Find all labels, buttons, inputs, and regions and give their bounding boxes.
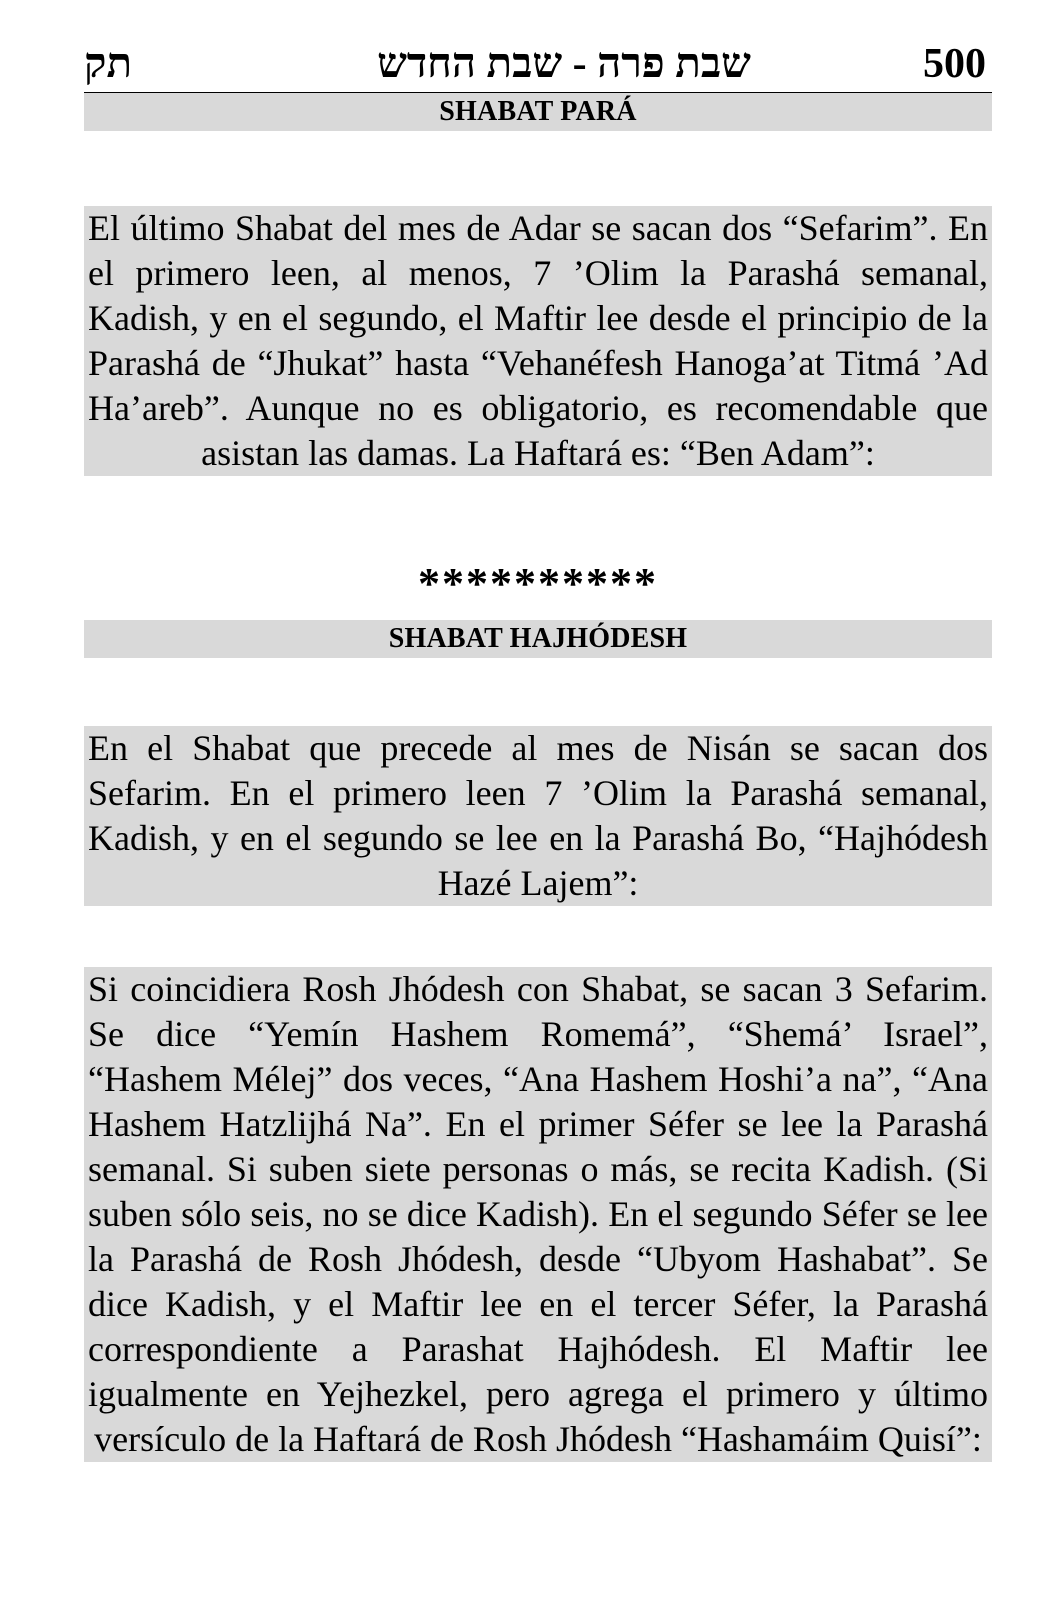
hebrew-page-number: תק bbox=[84, 41, 133, 87]
paragraph-shabat-para: El último Shabat del mes de Adar se sacan dos “Sefarim”. En el primero leen, al menos, 7 ’Olim la Parashá semanal, Kadish, y en el segundo, el Maftir lee desde el principio de la Parashá de “Jhukat” hasta “Vehanéfesh Hanoga’at Titmá ’Ad Ha’areb”. Aunque no es obligatorio, es recomendable que asistan las damas. La Haftará es: “Ben Adam”: bbox=[84, 206, 992, 476]
section-separator: ********** bbox=[418, 559, 658, 608]
page-header bbox=[84, 38, 992, 90]
paragraph-rosh-jhodesh: Si coincidiera Rosh Jhódesh con Shabat, se sacan 3 Sefarim. Se dice “Yemín Hashem Romemá”, “Shemá’ Israel”, “Hashem Mélej” dos veces, “Ana Hashem Hoshi’a na”, “Ana Hashem Hatzlijhá Na”. En el primer Séfer se lee la Parashá semanal. Si suben siete personas o más, se recita Kadish. (Si suben sólo seis, no se dice Kadish). En el segundo Séfer se lee la Parashá de Rosh Jhódesh, desde “Ubyom Hashabat”. Se dice Kadish, y el Maftir lee en el tercer Séfer, la Parashá correspondiente a Parashat Hajhódesh. El Maftir lee igualmente en Yejhezkel, pero agrega el primero y último versículo de la Haftará de Rosh Jhódesh “Hashamáim Quisí”: bbox=[84, 967, 992, 1462]
page-title-hebrew: שבת פרה - שבת החדש bbox=[377, 41, 751, 87]
paragraph-hajhodesh-intro: En el Shabat que precede al mes de Nisán se sacan dos Sefarim. En el primero leen 7 ’Olim la Parashá semanal, Kadish, y en el segundo se lee en la Parashá Bo, “Hajhódesh Hazé Lajem”: bbox=[84, 726, 992, 906]
section-heading-shabat-hajhodesh: SHABAT HAJHÓDESH bbox=[84, 620, 992, 658]
page-number: 500 bbox=[923, 41, 986, 87]
section-heading-shabat-para: SHABAT PARÁ bbox=[84, 93, 992, 131]
